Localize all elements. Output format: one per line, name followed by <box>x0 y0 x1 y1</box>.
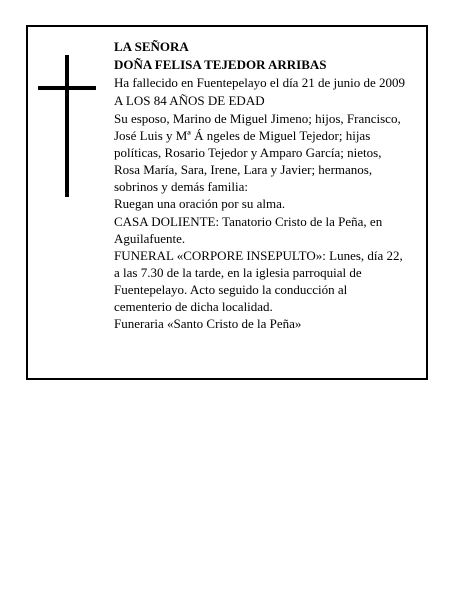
family-line: políticas, Rosario Tejedor y Amparo García; nietos, <box>114 145 382 160</box>
funeral-section <box>114 247 420 315</box>
family-section <box>114 110 420 195</box>
deceased-name: DOÑA FELISA TEJEDOR ARRIBAS <box>114 57 327 72</box>
mourning-house-line: Aguilafuente. <box>114 231 186 246</box>
funeral-line: a las 7.30 de la tarde, en la iglesia parroquial de <box>114 265 362 280</box>
family-line: José Luis y Mª Á ngeles de Miguel Tejedor; hijas <box>114 128 371 143</box>
family-line: Rosa María, Sara, Irene, Lara y Javier; hermanos, <box>114 162 373 177</box>
title-line-1: LA SEÑORA <box>114 39 189 54</box>
death-announcement: Ha fallecido en Fuentepelayo el día 21 de junio de 2009 <box>114 75 405 90</box>
age-line: A LOS 84 AÑOS DE EDAD <box>114 93 265 108</box>
funeral-home: Funeraria «Santo Cristo de la Peña» <box>114 316 302 331</box>
cross-horizontal-bar <box>38 86 96 90</box>
funeral-line: FUNERAL «CORPORE INSEPULTO»: Lunes, día 22, <box>114 248 403 263</box>
family-line: Su esposo, Marino de Miguel Jimeno; hijos, Francisco, <box>114 111 401 126</box>
funeral-line: cementerio de dicha localidad. <box>114 299 273 314</box>
mourning-house-section <box>114 213 420 247</box>
cross-vertical-bar <box>65 55 69 197</box>
family-line: sobrinos y demás familia: <box>114 179 248 194</box>
obituary-text <box>114 38 420 333</box>
prayer-line: Ruegan una oración por su alma. <box>114 196 286 211</box>
mourning-house-line: CASA DOLIENTE: Tanatorio Cristo de la Peña, en <box>114 214 383 229</box>
funeral-line: Fuentepelayo. Acto seguido la conducción al <box>114 282 348 297</box>
cross-icon <box>38 55 96 197</box>
